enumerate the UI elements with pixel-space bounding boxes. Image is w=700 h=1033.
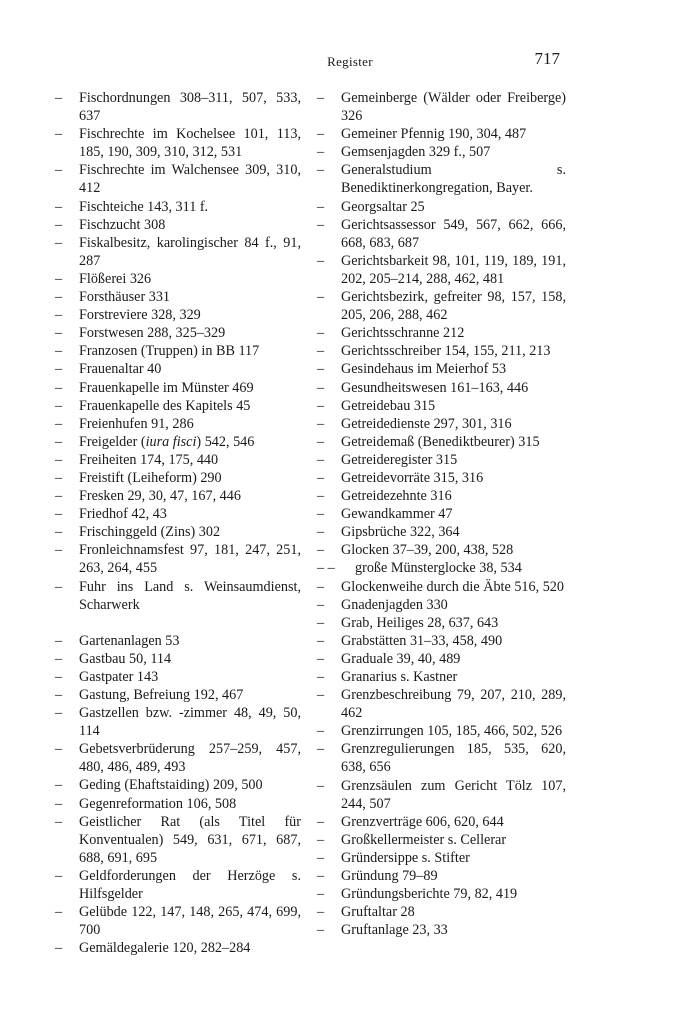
entry-dash: – xyxy=(317,216,325,233)
entry-dash: – xyxy=(55,361,63,378)
entry-text: Grenzregulierungen 185, 535, 620, 638, 656 xyxy=(341,741,566,776)
entry-dash: – xyxy=(55,795,63,812)
entry-dash: – xyxy=(317,126,325,143)
index-entry xyxy=(55,686,301,704)
index-entry xyxy=(55,632,301,650)
entry-dash: – xyxy=(317,252,325,269)
entry-dash: – xyxy=(55,216,63,233)
entry-dash: – xyxy=(317,868,325,885)
entry-dash: – xyxy=(317,777,325,794)
index-entry xyxy=(317,578,566,596)
entry-text: Gastung, Befreiung 192, 467 xyxy=(79,687,244,703)
entry-text: Freienhufen 91, 286 xyxy=(79,415,194,432)
entry-dash: – xyxy=(317,415,325,432)
index-entry xyxy=(317,885,566,903)
entry-text: Forstwesen 288, 325–329 xyxy=(79,325,226,342)
entry-text: Grenzsäulen zum Gericht Tölz 107, 244, 507 xyxy=(341,777,566,812)
index-entry xyxy=(55,578,301,614)
entry-text: Fresken 29, 30, 47, 167, 446 xyxy=(79,488,241,505)
index-entry xyxy=(317,89,566,125)
entry-dash: – xyxy=(317,198,325,215)
entry-dash: – xyxy=(317,379,325,396)
entry-text: Gipsbrüche 322, 364 xyxy=(341,524,460,541)
entry-dash: – xyxy=(55,506,63,523)
entry-dash: – xyxy=(317,578,325,595)
index-entry xyxy=(317,614,566,632)
entry-dash: – xyxy=(317,542,325,559)
entry-dash: – xyxy=(55,904,63,921)
entry-text: Gesindehaus im Meierhof 53 xyxy=(341,361,507,378)
entry-text: Grab, Heiliges 28, 637, 643 xyxy=(341,614,499,631)
entry-dash: – xyxy=(317,433,325,450)
index-entry xyxy=(55,125,301,161)
index-entry xyxy=(317,740,566,776)
entry-text: Frauenaltar 40 xyxy=(79,361,162,378)
entry-text: Getreidezehnte 316 xyxy=(341,488,452,505)
index-entry xyxy=(317,668,566,686)
index-entry xyxy=(55,740,301,776)
entry-dash: – xyxy=(55,397,63,414)
index-entry xyxy=(317,632,566,650)
index-entry xyxy=(55,867,301,903)
index-entry xyxy=(55,650,301,668)
index-entry xyxy=(55,89,301,125)
entry-dash: – xyxy=(55,777,63,794)
index-entry xyxy=(317,143,566,161)
entry-dash: – xyxy=(55,415,63,432)
entry-text: Geldforderungen der Herzöge s. Hilfsgelder xyxy=(79,867,301,903)
entry-dash: – xyxy=(317,687,325,704)
index-entry xyxy=(55,704,301,740)
index-entry xyxy=(317,360,566,378)
index-entry xyxy=(317,198,566,216)
entry-dash: – xyxy=(55,234,63,251)
index-entry xyxy=(55,234,301,270)
entry-text: Geding (Ehaftstaiding) 209, 500 xyxy=(79,777,263,794)
entry-dash: – xyxy=(55,307,63,324)
entry-dash: – xyxy=(317,144,325,161)
entry-text: Getreidebau 315 xyxy=(341,397,436,414)
entry-dash: – xyxy=(317,397,325,414)
index-entry xyxy=(317,433,566,451)
index-entry xyxy=(55,903,301,939)
entry-dash: – xyxy=(55,433,63,450)
index-column-left xyxy=(55,89,301,957)
index-entry xyxy=(317,397,566,415)
entry-dash: – xyxy=(55,379,63,396)
index-entry xyxy=(317,523,566,541)
entry-text: Gründung 79–89 xyxy=(341,868,438,885)
entry-dash: – xyxy=(317,343,325,360)
entry-dash: – xyxy=(55,542,63,559)
entry-text: Friedhof 42, 43 xyxy=(79,506,167,523)
entry-text: Gastpater 143 xyxy=(79,668,159,685)
index-entry xyxy=(55,216,301,234)
entry-dash: – xyxy=(317,325,325,342)
index-entry xyxy=(317,125,566,143)
index-entry xyxy=(55,795,301,813)
entry-dash: – xyxy=(55,940,63,957)
entry-text: Gruftanlage 23, 33 xyxy=(341,922,448,939)
index-entry xyxy=(317,686,566,722)
entry-dash: – xyxy=(55,741,63,758)
entry-dash: – xyxy=(55,650,63,667)
entry-dash: – xyxy=(317,162,325,179)
entry-text: Gastbau 50, 114 xyxy=(79,650,172,667)
entry-dash: – xyxy=(317,813,325,830)
entry-text: Frauenkapelle des Kapitels 45 xyxy=(79,397,251,414)
entry-dash: – xyxy=(55,270,63,287)
entry-text: Freigelder (iura fisci) 542, 546 xyxy=(79,433,255,450)
entry-text: Fischrechte im Walchensee 309, 310, 412 xyxy=(79,162,301,197)
entry-text: Gerichtsbezirk, gefreiter 98, 157, 158, 205, 206, 288, 462 xyxy=(341,289,566,324)
entry-dash: – xyxy=(55,687,63,703)
entry-dash: – xyxy=(317,886,325,903)
entry-dash: – xyxy=(317,451,325,468)
entry-dash: – xyxy=(55,343,63,360)
index-entry xyxy=(55,198,301,216)
index-entry xyxy=(317,469,566,487)
index-entry xyxy=(55,813,301,867)
entry-text: Gerichtsbarkeit 98, 101, 119, 189, 191, 202, 205–214, 288, 462, 481 xyxy=(341,252,566,287)
entry-text: Fischrechte im Kochelsee 101, 113, 185, 190, 309, 310, 312, 531 xyxy=(79,126,301,161)
index-entry xyxy=(317,559,566,577)
entry-text: Gastzellen bzw. -zimmer 48, 49, 50, 114 xyxy=(79,705,301,740)
entry-text: Gewandkammer 47 xyxy=(341,506,453,523)
running-header: Register xyxy=(327,54,373,69)
entry-text: Gegenreformation 106, 508 xyxy=(79,795,237,812)
index-entry xyxy=(317,867,566,885)
index-entry xyxy=(55,360,301,378)
entry-dash: – xyxy=(317,831,325,848)
entry-dash: – xyxy=(317,596,325,613)
entry-dash: – xyxy=(55,488,63,505)
entry-text: Gerichtsschreiber 154, 155, 211, 213 xyxy=(341,343,551,360)
entry-text: Glockenweihe durch die Äbte 516, 520 xyxy=(341,578,564,595)
entry-text: Frauenkapelle im Münster 469 xyxy=(79,379,254,396)
index-entry xyxy=(55,342,301,360)
index-entry xyxy=(55,939,301,957)
entry-text: Fischzucht 308 xyxy=(79,216,166,233)
entry-dash: – xyxy=(317,289,325,306)
entry-text: Gemäldegalerie 120, 282–284 xyxy=(79,940,251,957)
entry-dash: – xyxy=(317,849,325,866)
entry-text: Gründersippe s. Stifter xyxy=(341,849,470,866)
entry-text: Franzosen (Truppen) in BB 117 xyxy=(79,343,260,360)
index-entry xyxy=(55,668,301,686)
entry-text: Gerichtsassessor 549, 567, 662, 666, 668, 683, 687 xyxy=(341,216,566,251)
index-entry xyxy=(55,161,301,197)
entry-text: Getreidemaß (Benediktbeurer) 315 xyxy=(341,433,540,450)
entry-text: Fuhr ins Land s. Weinsaumdienst, Scharwerk xyxy=(79,578,301,613)
entry-dash: – xyxy=(55,668,63,685)
index-entry xyxy=(317,903,566,921)
entry-dash: – xyxy=(55,162,63,179)
index-entry xyxy=(55,469,301,487)
index-entry xyxy=(55,306,301,324)
entry-text: Fiskalbesitz, karolingischer 84 f., 91, 287 xyxy=(79,234,301,269)
entry-text: Generalstudium s. Benediktinerkongregation, Bayer. xyxy=(341,162,566,197)
index-entry xyxy=(55,324,301,342)
entry-text: Georgsaltar 25 xyxy=(341,198,425,215)
entry-dash: – xyxy=(55,325,63,342)
index-entry xyxy=(55,433,301,451)
entry-text: Getreidedienste 297, 301, 316 xyxy=(341,415,512,432)
index-entry xyxy=(317,777,566,813)
index-entry xyxy=(317,161,566,197)
entry-text: Granarius s. Kastner xyxy=(341,669,458,685)
index-entry xyxy=(55,523,301,541)
index-entry xyxy=(55,270,301,288)
entry-text: Gemsenjagden 329 f., 507 xyxy=(341,144,491,161)
index-entry xyxy=(317,415,566,433)
entry-text: Forstreviere 328, 329 xyxy=(79,307,201,324)
index-entry xyxy=(55,288,301,306)
index-entry xyxy=(55,776,301,794)
entry-dash: – xyxy=(317,506,325,523)
entry-text: Grabstätten 31–33, 458, 490 xyxy=(341,632,503,649)
entry-dash: – xyxy=(55,524,63,541)
entry-text: Grenzbeschreibung 79, 207, 210, 289, 462 xyxy=(341,687,566,722)
entry-text: große Münsterglocke 38, 534 xyxy=(355,560,522,577)
entry-text: Glocken 37–39, 200, 438, 528 xyxy=(341,542,514,559)
entry-text: Fischordnungen 308–311, 507, 533, 637 xyxy=(79,90,301,125)
entry-text: Grenzirrungen 105, 185, 466, 502, 526 xyxy=(341,723,563,740)
entry-dash: – xyxy=(317,488,325,505)
index-entry xyxy=(317,722,566,740)
entry-dash: – xyxy=(55,578,63,595)
index-entry xyxy=(55,415,301,433)
entry-text: Gemeiner Pfennig 190, 304, 487 xyxy=(341,126,527,143)
index-column-right xyxy=(317,89,566,939)
entry-dash: – xyxy=(317,524,325,541)
entry-dash: – xyxy=(317,669,325,685)
entry-text: Gartenanlagen 53 xyxy=(79,632,180,649)
entry-text: Flößerei 326 xyxy=(79,270,152,287)
page-number: 717 xyxy=(534,49,560,68)
entry-text: Fronleichnamsfest 97, 181, 247, 251, 263, 264, 455 xyxy=(79,542,301,577)
entry-text: Getreideregister 315 xyxy=(341,451,458,468)
entry-text: Gesundheitswesen 161–163, 446 xyxy=(341,379,529,396)
entry-text: Forsthäuser 331 xyxy=(79,289,171,306)
index-entry xyxy=(317,288,566,324)
entry-text: Gebetsverbrüderung 257–259, 457, 480, 486, 489, 493 xyxy=(79,741,301,776)
index-entry xyxy=(55,487,301,505)
index-entry xyxy=(55,541,301,577)
index-entry xyxy=(317,505,566,523)
index-entry xyxy=(55,379,301,397)
latin-term: iura fisci xyxy=(145,433,197,450)
entry-text: Gemeinberge (Wälder oder Freiberge) 326 xyxy=(341,90,566,125)
index-entry xyxy=(317,813,566,831)
index-entry xyxy=(317,342,566,360)
entry-dash: – xyxy=(317,650,325,667)
entry-dash: – xyxy=(317,469,325,486)
index-entry xyxy=(317,252,566,288)
index-entry xyxy=(317,849,566,867)
entry-dash: – xyxy=(55,126,63,143)
entry-text: Gelübde 122, 147, 148, 265, 474, 699, 700 xyxy=(79,904,301,939)
index-entry xyxy=(317,921,566,939)
entry-dash: – xyxy=(55,469,63,486)
index-entry xyxy=(317,451,566,469)
entry-dash: – xyxy=(317,723,325,740)
entry-dash: – xyxy=(55,289,63,306)
entry-text: Geistlicher Rat (als Titel für Konventualen) 549, 631, 671, 687, 688, 691, 695 xyxy=(79,813,301,866)
entry-text: Freiheiten 174, 175, 440 xyxy=(79,451,219,468)
index-entry xyxy=(55,505,301,523)
entry-dash: – xyxy=(55,813,63,830)
entry-text: Grenzverträge 606, 620, 644 xyxy=(341,813,504,830)
entry-text: Gerichtsschranne 212 xyxy=(341,325,465,342)
entry-text: Gründungsberichte 79, 82, 419 xyxy=(341,886,518,903)
entry-dash: – – xyxy=(317,560,335,577)
entry-dash: – xyxy=(317,632,325,649)
entry-dash: – xyxy=(55,632,63,649)
index-entry xyxy=(317,831,566,849)
index-entry xyxy=(55,451,301,469)
entry-text: Graduale 39, 40, 489 xyxy=(341,650,461,667)
entry-dash: – xyxy=(55,451,63,468)
index-entry xyxy=(317,650,566,668)
entry-text: Gruftaltar 28 xyxy=(341,904,415,921)
entry-dash: – xyxy=(55,198,63,215)
index-entry xyxy=(317,541,566,559)
index-entry xyxy=(317,487,566,505)
entry-text: Gnadenjagden 330 xyxy=(341,596,448,613)
entry-text: Fischteiche 143, 311 f. xyxy=(79,198,209,215)
entry-dash: – xyxy=(317,361,325,378)
entry-dash: – xyxy=(317,741,325,758)
entry-dash: – xyxy=(317,614,325,631)
index-entry xyxy=(317,324,566,342)
entry-dash: – xyxy=(55,90,63,106)
entry-dash: – xyxy=(317,904,325,921)
entry-text: Großkellermeister s. Cellerar xyxy=(341,831,507,848)
index-entry xyxy=(55,397,301,415)
entry-text: Getreidevorräte 315, 316 xyxy=(341,469,484,486)
entry-dash: – xyxy=(55,867,63,884)
index-entry xyxy=(317,379,566,397)
entry-dash: – xyxy=(317,922,325,939)
index-entry xyxy=(317,596,566,614)
entry-dash: – xyxy=(55,705,63,722)
index-entry xyxy=(317,216,566,252)
entry-text: Freistift (Leiheform) 290 xyxy=(79,469,222,486)
entry-text: Frischinggeld (Zins) 302 xyxy=(79,524,221,541)
entry-dash: – xyxy=(317,90,325,106)
